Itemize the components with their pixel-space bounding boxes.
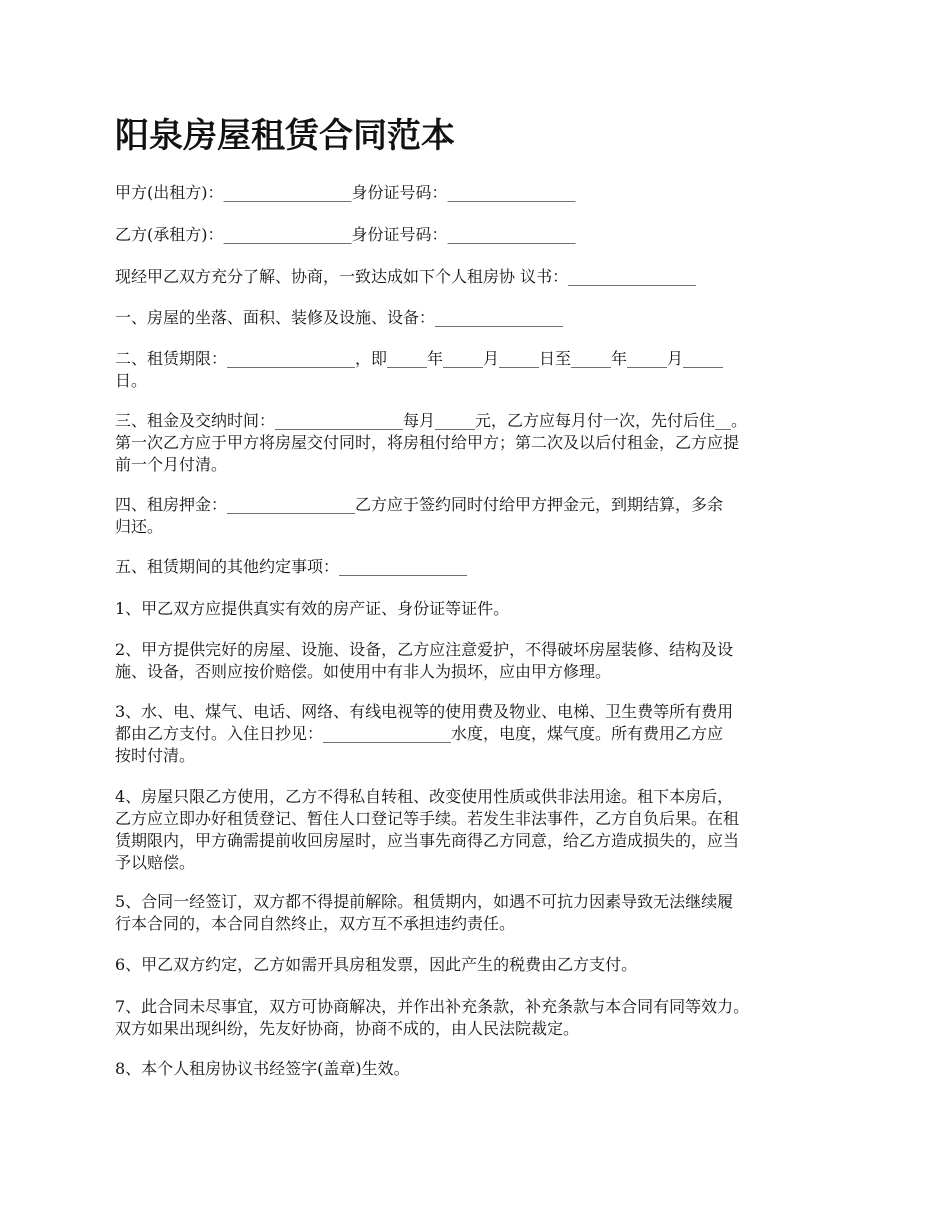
item-4-line-1: 4、房屋只限乙方使用，乙方不得私自转租、改变使用性质或供非法用途。租下本房后，: [115, 787, 734, 806]
item-4: [115, 786, 845, 874]
item-4-line-2: 乙方应立即办好租赁登记、暂住人口登记等手续。若发生非法事件，乙方自负后果。在租: [115, 809, 740, 828]
clause-2-line-2: 日。: [115, 371, 148, 390]
item-4-line-3: 赁期限内，甲方确需提前收回房屋时，应当事先商得乙方同意，给乙方造成损失的，应当: [115, 831, 740, 850]
page-title: 阳泉房屋租赁合同范本: [115, 116, 455, 156]
item-2-line-1: 2、甲方提供完好的房屋、设施、设备，乙方应注意爱护，不得破坏房屋装修、结构及设: [115, 640, 734, 659]
item-8: 8、本个人租房协议书经签字(盖章)生效。: [115, 1059, 410, 1078]
item-5: [115, 891, 845, 935]
item-2-line-2: 施、设备，否则应按价赔偿。如使用中有非人为损坏，应由甲方修理。: [115, 662, 612, 681]
clause-3-line-1: 三、租金及交纳时间：________________每月_____元，乙方应每月付一次，先付后住__。: [115, 411, 748, 430]
item-5-line-2: 行本合同的，本合同自然终止，双方互不承担违约责任。: [115, 914, 516, 933]
item-7-line-1: 7、此合同未尽事宜，双方可协商解决，并作出补充条款，补充条款与本合同有同等效力。: [115, 997, 750, 1016]
intro-paragraph: 现经甲乙双方充分了解、协商，一致达成如下个人租房协 议书：________________: [115, 267, 697, 286]
clause-4-line-2: 归还。: [115, 517, 164, 536]
item-5-line-1: 5、合同一经签订，双方都不得提前解除。租赁期内，如遇不可抗力因素导致无法继续履: [115, 892, 734, 911]
item-7-line-2: 双方如果出现纠纷，先友好协商，协商不成的，由人民法院裁定。: [115, 1019, 580, 1038]
item-2: [115, 639, 845, 683]
clause-1-premises: 一、房屋的坐落、面积、装修及设施、设备：________________: [115, 308, 564, 327]
clause-2-lease-term: [115, 348, 845, 392]
party-a-line: 甲方(出租方)：________________身份证号码：________________: [115, 183, 576, 202]
item-3-line-2: 都由乙方支付。入住日抄见：________________水度，电度，煤气度。所有费用乙方应: [115, 724, 724, 743]
clause-4-deposit: [115, 494, 845, 538]
item-1: 1、甲乙双方应提供真实有效的房产证、身份证等证件。: [115, 599, 510, 618]
clause-3-line-2: 第一次乙方应于甲方将房屋交付同时，将房租付给甲方；第二次及以后付租金，乙方应提: [115, 433, 740, 452]
clause-3-rent-payment: [115, 410, 845, 476]
item-3: [115, 701, 845, 767]
clause-2-line-1: 二、租赁期限：________________，即_____年_____月_____日至_____年_____月_____: [115, 349, 724, 368]
clause-3-line-3: 前一个月付清。: [115, 455, 228, 474]
party-b-line: 乙方(承租方)：________________身份证号码：________________: [115, 225, 576, 244]
item-6: 6、甲乙双方约定，乙方如需开具房租发票，因此产生的税费由乙方支付。: [115, 955, 638, 974]
item-3-line-1: 3、水、电、煤气、电话、网络、有线电视等的使用费及物业、电梯、卫生费等所有费用: [115, 702, 734, 721]
clause-5-other-terms: 五、租赁期间的其他约定事项：________________: [115, 557, 468, 576]
item-3-line-3: 按时付清。: [115, 746, 196, 765]
item-7: [115, 996, 845, 1040]
item-4-line-4: 予以赔偿。: [115, 853, 196, 872]
clause-4-line-1: 四、租房押金：________________乙方应于签约同时付给甲方押金元，到期结算，多余: [115, 495, 724, 514]
